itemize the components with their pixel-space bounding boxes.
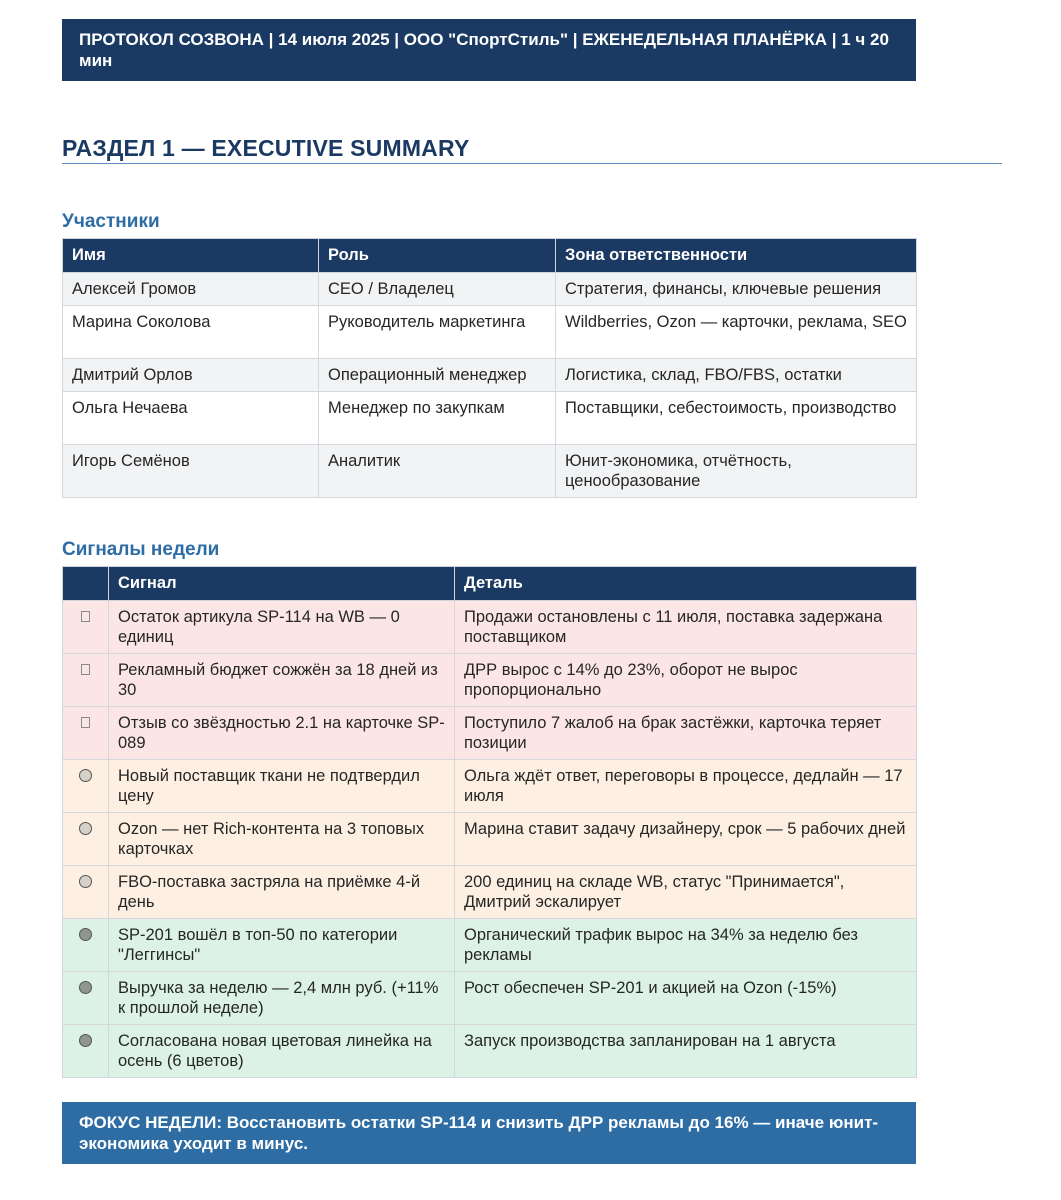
participant-zone: Логистика, склад, FBO/FBS, остатки <box>556 359 917 392</box>
signal-status-cell <box>63 654 109 707</box>
signal-text: Новый поставщик ткани не подтвердил цену <box>109 760 455 813</box>
signal-detail: Запуск производства запланирован на 1 августа <box>455 1025 917 1078</box>
participant-role: Аналитик <box>319 445 556 498</box>
signal-detail: Поступило 7 жалоб на брак застёжки, карточка теряет позиции <box>455 707 917 760</box>
signal-detail: ДРР вырос с 14% до 23%, оборот не вырос пропорционально <box>455 654 917 707</box>
status-dot-icon <box>79 981 92 994</box>
signal-status-cell <box>63 813 109 866</box>
signal-row <box>63 1025 917 1078</box>
empty-box-icon <box>81 717 90 728</box>
signal-status-cell <box>63 601 109 654</box>
signal-row <box>63 972 917 1025</box>
participant-row <box>63 445 917 498</box>
signal-text: Ozon — нет Rich-контента на 3 топовых карточках <box>109 813 455 866</box>
signals-heading: Сигналы недели <box>62 539 220 560</box>
signals-col-signal: Сигнал <box>109 567 455 601</box>
participant-name: Игорь Семёнов <box>63 445 319 498</box>
signal-status-cell <box>63 866 109 919</box>
signal-row <box>63 707 917 760</box>
signal-status-cell <box>63 972 109 1025</box>
signals-col-status <box>63 567 109 601</box>
status-dot-icon <box>79 1034 92 1047</box>
participant-name: Дмитрий Орлов <box>63 359 319 392</box>
participant-name: Ольга Нечаева <box>63 392 319 445</box>
signal-row <box>63 813 917 866</box>
status-dot-icon <box>79 928 92 941</box>
signals-col-detail: Деталь <box>455 567 917 601</box>
signal-status-cell <box>63 760 109 813</box>
empty-box-icon <box>81 664 90 675</box>
participants-col-zone: Зона ответственности <box>556 239 917 273</box>
participants-col-role: Роль <box>319 239 556 273</box>
participant-zone: Стратегия, финансы, ключевые решения <box>556 273 917 306</box>
signal-row <box>63 654 917 707</box>
participant-row <box>63 273 917 306</box>
participant-row <box>63 359 917 392</box>
empty-box-icon <box>81 611 90 622</box>
signal-detail: Рост обеспечен SP-201 и акцией на Ozon (-15%) <box>455 972 917 1025</box>
signal-detail: 200 единиц на складе WB, статус "Принимается", Дмитрий эскалирует <box>455 866 917 919</box>
signal-text: FBO-поставка застряла на приёмке 4-й день <box>109 866 455 919</box>
signal-detail: Продажи остановлены с 11 июля, поставка задержана поставщиком <box>455 601 917 654</box>
signal-row <box>63 866 917 919</box>
signal-detail: Ольга ждёт ответ, переговоры в процессе, дедлайн — 17 июля <box>455 760 917 813</box>
participants-header-row <box>63 239 917 273</box>
signal-text: Отзыв со звёздностью 2.1 на карточке SP-089 <box>109 707 455 760</box>
participants-table <box>62 238 917 498</box>
signal-text: SP-201 вошёл в топ-50 по категории "Леггинсы" <box>109 919 455 972</box>
protocol-header-text: ПРОТОКОЛ СОЗВОНА | 14 июля 2025 | ООО "СпортСтиль" | ЕЖЕНЕДЕЛЬНАЯ ПЛАНЁРКА | 1 ч 20 мин <box>79 30 889 70</box>
participants-heading: Участники <box>62 211 160 232</box>
signal-row <box>63 760 917 813</box>
signal-detail: Органический трафик вырос на 34% за неделю без рекламы <box>455 919 917 972</box>
protocol-header-banner <box>62 19 916 81</box>
participant-role: Менеджер по закупкам <box>319 392 556 445</box>
signal-status-cell <box>63 707 109 760</box>
signal-text: Остаток артикула SP-114 на WB — 0 единиц <box>109 601 455 654</box>
signal-detail: Марина ставит задачу дизайнеру, срок — 5 рабочих дней <box>455 813 917 866</box>
participant-row <box>63 306 917 359</box>
signal-row <box>63 601 917 654</box>
participant-role: Операционный менеджер <box>319 359 556 392</box>
signal-text: Выручка за неделю — 2,4 млн руб. (+11% к прошлой неделе) <box>109 972 455 1025</box>
signal-status-cell <box>63 919 109 972</box>
section-title: РАЗДЕЛ 1 — EXECUTIVE SUMMARY <box>62 134 1002 164</box>
participant-zone: Юнит-экономика, отчётность, ценообразование <box>556 445 917 498</box>
focus-banner <box>62 1102 916 1164</box>
signals-table <box>62 566 917 1078</box>
signal-text: Рекламный бюджет сожжён за 18 дней из 30 <box>109 654 455 707</box>
focus-text: ФОКУС НЕДЕЛИ: Восстановить остатки SP-114 и снизить ДРР рекламы до 16% — иначе юнит-экономика уходит в минус. <box>79 1113 879 1153</box>
participant-row <box>63 392 917 445</box>
participants-col-name: Имя <box>63 239 319 273</box>
participant-name: Марина Соколова <box>63 306 319 359</box>
signal-status-cell <box>63 1025 109 1078</box>
participant-name: Алексей Громов <box>63 273 319 306</box>
signal-text: Согласована новая цветовая линейка на осень (6 цветов) <box>109 1025 455 1078</box>
participant-zone: Поставщики, себестоимость, производство <box>556 392 917 445</box>
participant-role: Руководитель маркетинга <box>319 306 556 359</box>
participant-zone: Wildberries, Ozon — карточки, реклама, SEO <box>556 306 917 359</box>
signal-row <box>63 919 917 972</box>
status-dot-icon <box>79 875 92 888</box>
status-dot-icon <box>79 822 92 835</box>
signals-header-row <box>63 567 917 601</box>
participant-role: CEO / Владелец <box>319 273 556 306</box>
status-dot-icon <box>79 769 92 782</box>
